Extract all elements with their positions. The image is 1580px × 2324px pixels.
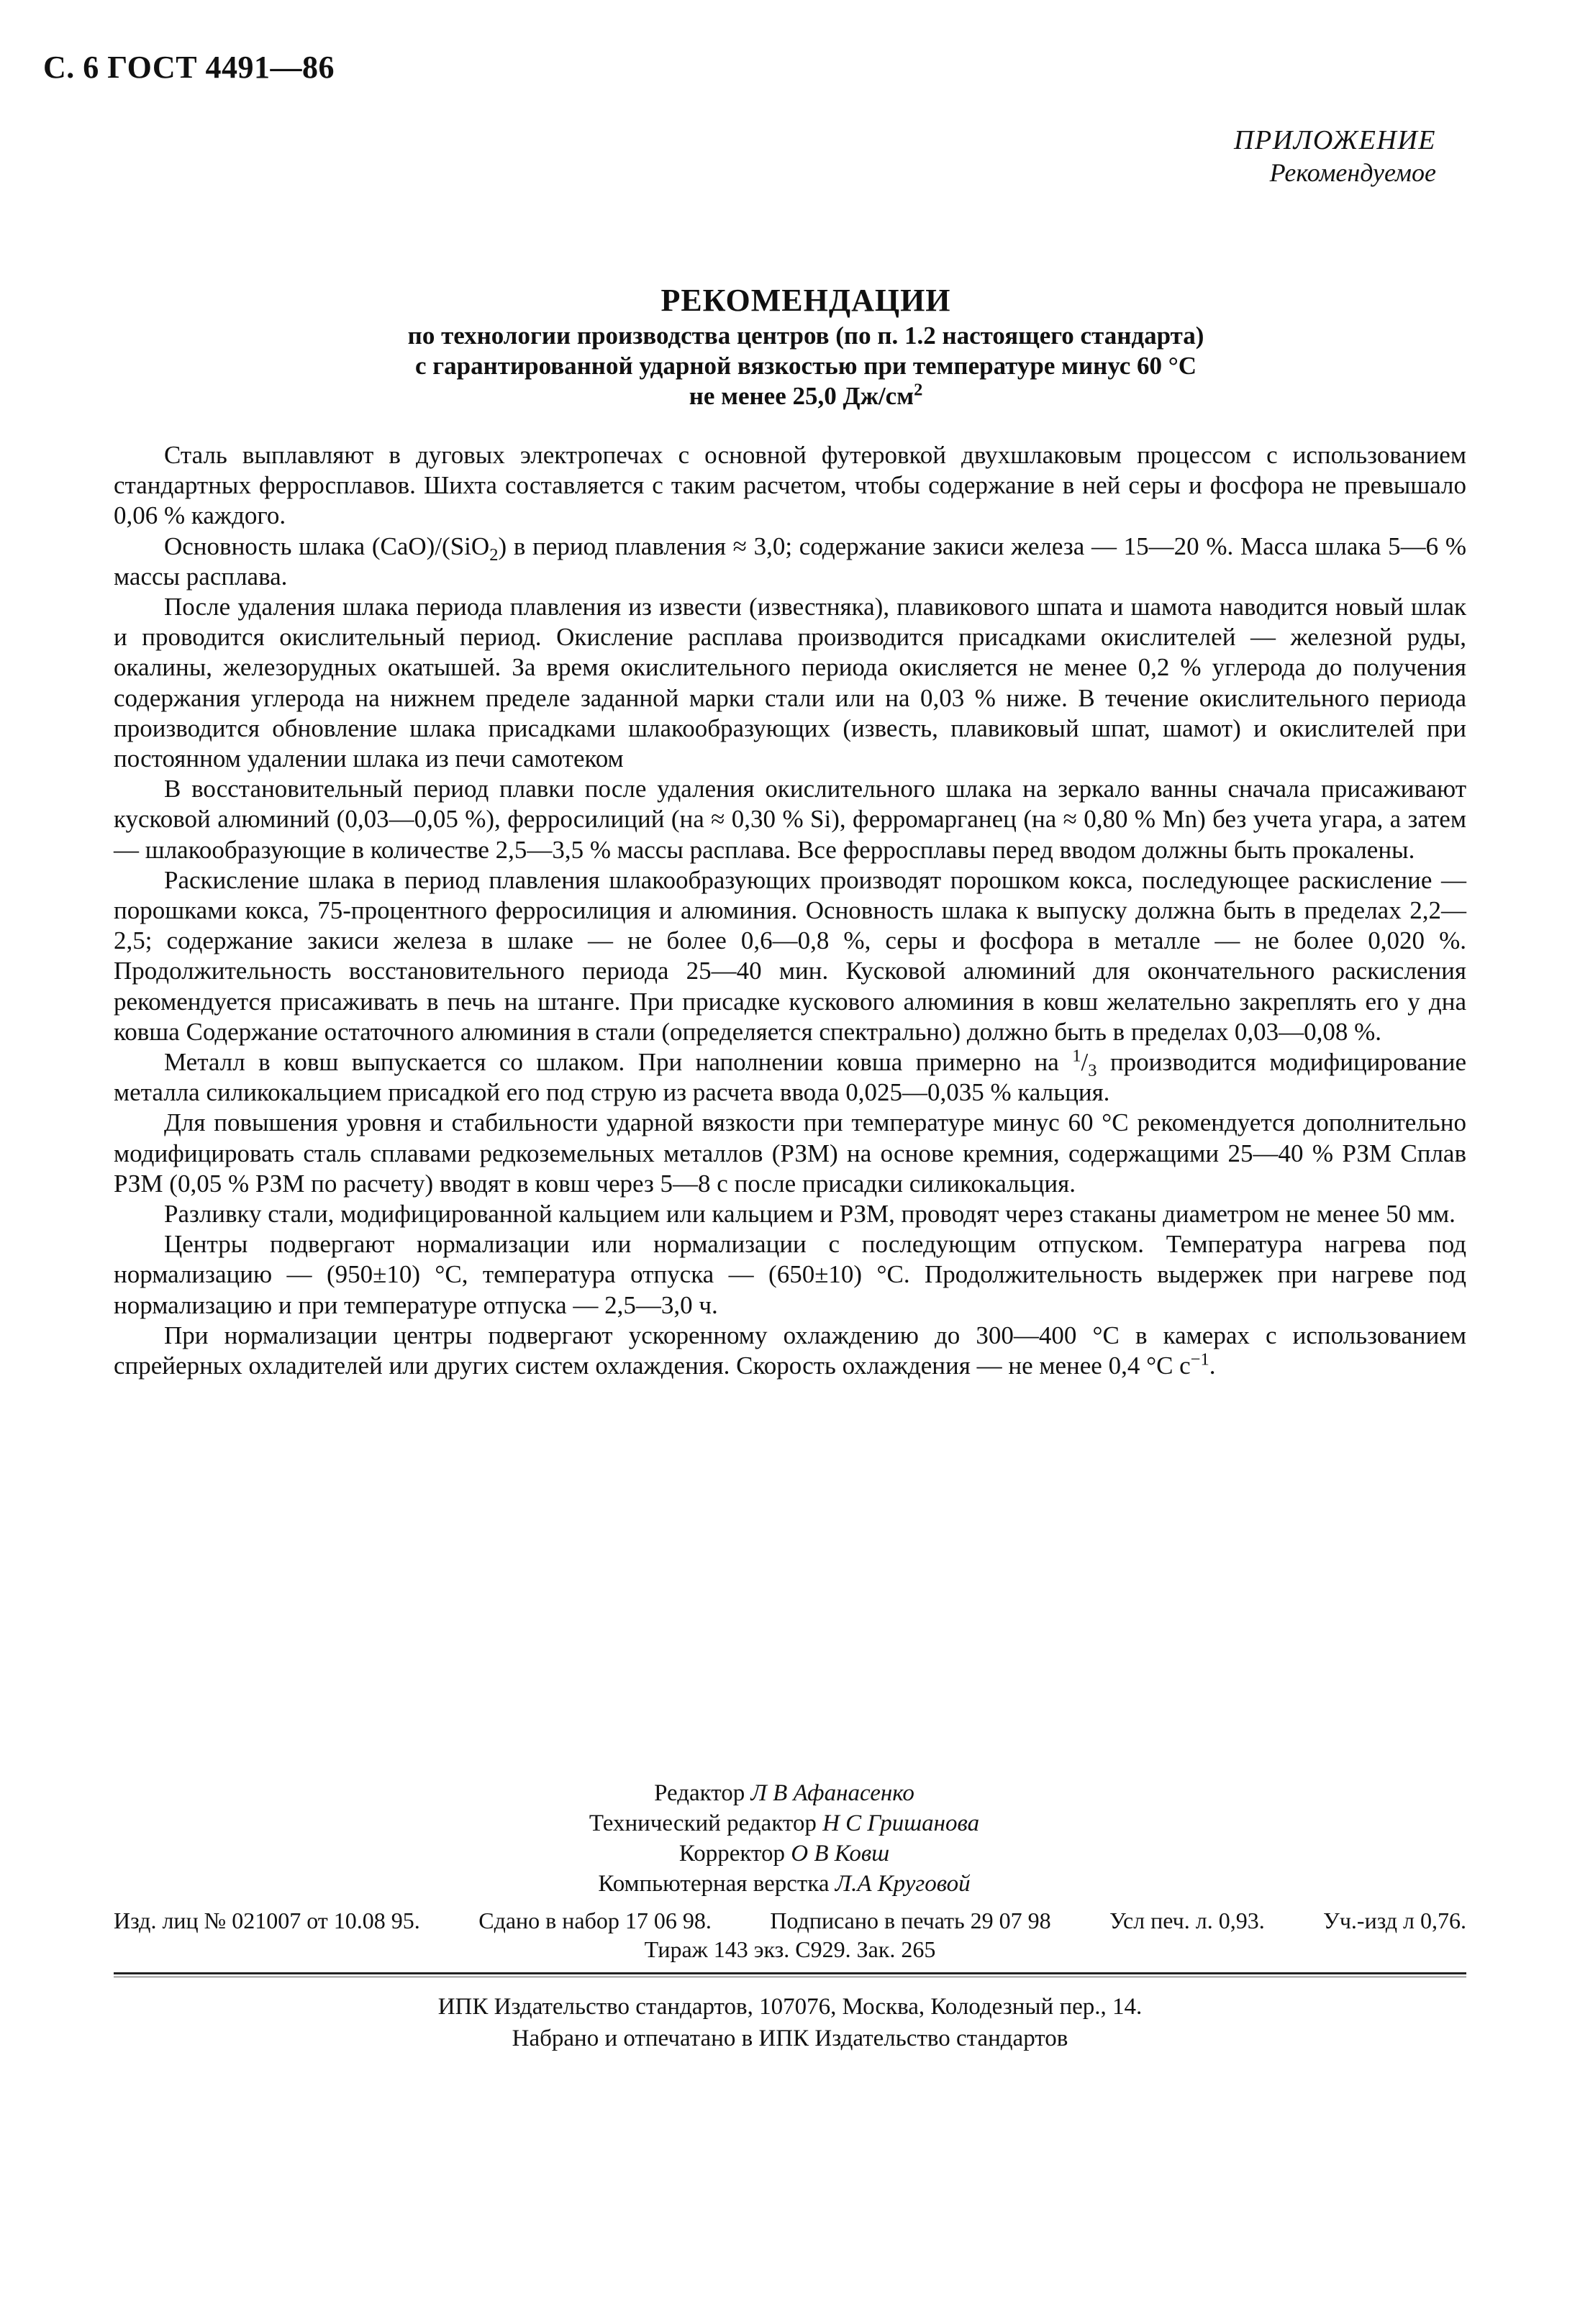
paragraph-5: Раскисление шлака в период плавления шлакообразующих производят порошком кокса, последующее раскисление — порошками кокса, 75-процентного ферросилиция и алюминия. Основность шлака к выпуску должна быть в пределах 2,2—2,5; содержание закиси железа в шлаке — не более 0,6—0,8 %, серы и фосфора в металле — не более 0,020 %. Продолжительность восстановительного периода 25—40 мин. Кусковой алюминий для окончательного раскисления рекомендуется присаживать в печь на штанге. При присадке кускового алюминия в ковш желательно закреплять его у дна ковша Содержание остаточного алюминия в стали (определяется спектрально) должно быть в пределах 0,03—0,08 %. [114,865,1466,1046]
paragraph-6-b: производится модифицирование металла силикокальцием присадкой его под струю из расчета ввода 0,025—0,035 % кальция. [114,1048,1466,1107]
credit-editor-name: Л В Афанасенко [750,1780,914,1806]
paragraph-3: После удаления шлака периода плавления из извести (известняка), плавикового шпата и шамота наводится новый шлак и проводится окислительный период. Окисление расплава производится присадками окислителей — железной руды, окалины, железорудных окатышей. За время окислительного периода окисляется не менее 0,2 % углерода до получения содержания углерода на нижнем пределе заданной марки стали или на 0,03 % ниже. В течение окислительного периода производится обновление шлака присадками шлакообразующих (известь, плавиковый шпат, шамот) и окислителей при постоянном удалении шлака из печи самотеком [114,593,1466,773]
publisher-info [114,1991,1466,2054]
paragraph-6 [114,1047,1466,1108]
credit-tech-editor-role: Технический редактор [589,1810,817,1836]
credit-layout-name: Л.А Круговой [835,1871,971,1897]
imprint-license: Изд. лиц № 021007 от 10.08 95. [114,1908,420,1933]
imprint-typeset: Сдано в набор 17 06 98. [478,1908,712,1933]
imprint [114,1906,1466,1964]
credit-layout-role: Компьютерная верстка [598,1871,830,1897]
recommendations-subtitle-3 [101,381,1511,411]
divider-thick [114,1972,1466,1974]
paragraph-10-sup: −1 [1190,1349,1209,1370]
paragraph-7: Для повышения уровня и стабильности ударной вязкости при температуре минус 60 °C рекомендуется дополнительно модифицировать сталь сплавами редкоземельных металлов (РЗМ) на основе кремния, содержащими 25—40 % РЗМ Сплав РЗМ (0,05 % РЗМ по расчету) вводят в ковш через 5—8 с после присадки силикокальция. [114,1108,1466,1198]
paragraph-1: Сталь выплавляют в дуговых электропечах с основной футеровкой двухшлаковым процессом с использованием стандартных ферросплавов. Шихта составляется с таким расчетом, чтобы содержание в ней серы и фосфора не превышало 0,06 % каждого. [114,441,1466,530]
credits [460,1778,1108,1899]
paragraph-9: Центры подвергают нормализации или нормализации с последующим отпуском. Температура нагрева под нормализацию — (950±10) °C, температура отпуска — (650±10) °C. Продолжительность выдержек при нагреве под нормализацию и при температуре отпуска — 2,5—3,0 ч. [114,1230,1466,1319]
appendix-label [1234,124,1436,188]
imprint-line-1 [114,1906,1466,1935]
credit-corrector-name: О В Ковш [791,1841,890,1867]
paragraph-2-sub: 2 [489,544,499,565]
imprint-circulation: Тираж 143 экз. С929. Зак. 265 [644,1936,936,1962]
publisher-address: ИПК Издательство стандартов, 107076, Москва, Колодезный пер., 14. [437,1994,1143,2020]
paragraph-2-a: Основность шлака (CaO)/(SiO [164,532,490,560]
recommendations-title: РЕКОМЕНДАЦИИ [660,283,951,318]
paragraph-2-b: ) в период плавления ≈ 3,0; содержание закиси железа — 15—20 %. Масса шлака 5—6 % массы расплава. [114,532,1466,591]
recommendations-subtitle-3-text: не менее 25,0 Дж/см [689,382,914,410]
imprint-signed: Подписано в печать 29 07 98 [770,1908,1051,1933]
paragraph-8: Разливку стали, модифицированной кальцием или кальцием и РЗМ, проводят через стаканы диаметром не менее 50 мм. [164,1200,1456,1229]
paragraph-6-sup: 1 [1072,1046,1081,1066]
credit-tech-editor-name: Н С Гришанова [822,1810,980,1836]
appendix-title: ПРИЛОЖЕНИЕ [1234,125,1436,155]
paragraph-10-a: При нормализации центры подвергают ускоренному охлаждению до 300—400 °C в камерах с использованием спрейерных охладителей или других систем охлаждения. Скорость охлаждения — не менее 0,4 °C с [114,1321,1466,1380]
recommendations-subtitle-3-sup: 2 [914,380,923,400]
paragraph-10-b: . [1209,1352,1216,1380]
publisher-printed: Набрано и отпечатано в ИПК Издательство стандартов [512,2025,1068,2051]
recommendations-subtitle-2: с гарантированной ударной вязкостью при температуре минус 60 °C [414,352,1197,380]
credit-tech-editor [460,1808,1108,1838]
credit-corrector-role: Корректор [678,1841,785,1867]
paragraph-6-slash: / [1081,1048,1089,1077]
appendix-subtitle: Рекомендуемое [1269,158,1436,187]
credit-corrector [460,1838,1108,1869]
credit-editor [460,1778,1108,1808]
paragraph-6-a: Металл в ковш выпускается со шлаком. При наполнении ковша примерно на [164,1048,1073,1077]
imprint-pub-sheets: Уч.-изд л 0,76. [1323,1908,1466,1933]
credit-editor-role: Редактор [654,1780,745,1806]
page-header: С. 6 ГОСТ 4491—86 [43,50,335,85]
paragraph-10 [114,1321,1466,1381]
recommendations-subtitle-1: по технологии производства центров (по п. 1.2 настоящего стандарта) [407,322,1204,350]
paragraph-6-sub: 3 [1088,1061,1097,1081]
recommendations-heading [101,281,1511,411]
paragraph-2 [114,532,1466,592]
credit-layout [460,1869,1108,1899]
body-text [114,440,1466,1381]
imprint-print-sheets: Усл печ. л. 0,93. [1109,1908,1265,1933]
paragraph-4: В восстановительный период плавки после удаления окислительного шлака на зеркало ванны сначала присаживают кусковой алюминий (0,03—0,05 %), ферросилиций (на ≈ 0,30 % Si), ферромарганец (на ≈ 0,80 % Mn) без учета угара, а затем — шлакообразующие в количестве 2,5—3,5 % массы расплава. Все ферросплавы перед вводом должны быть прокалены. [114,775,1466,864]
